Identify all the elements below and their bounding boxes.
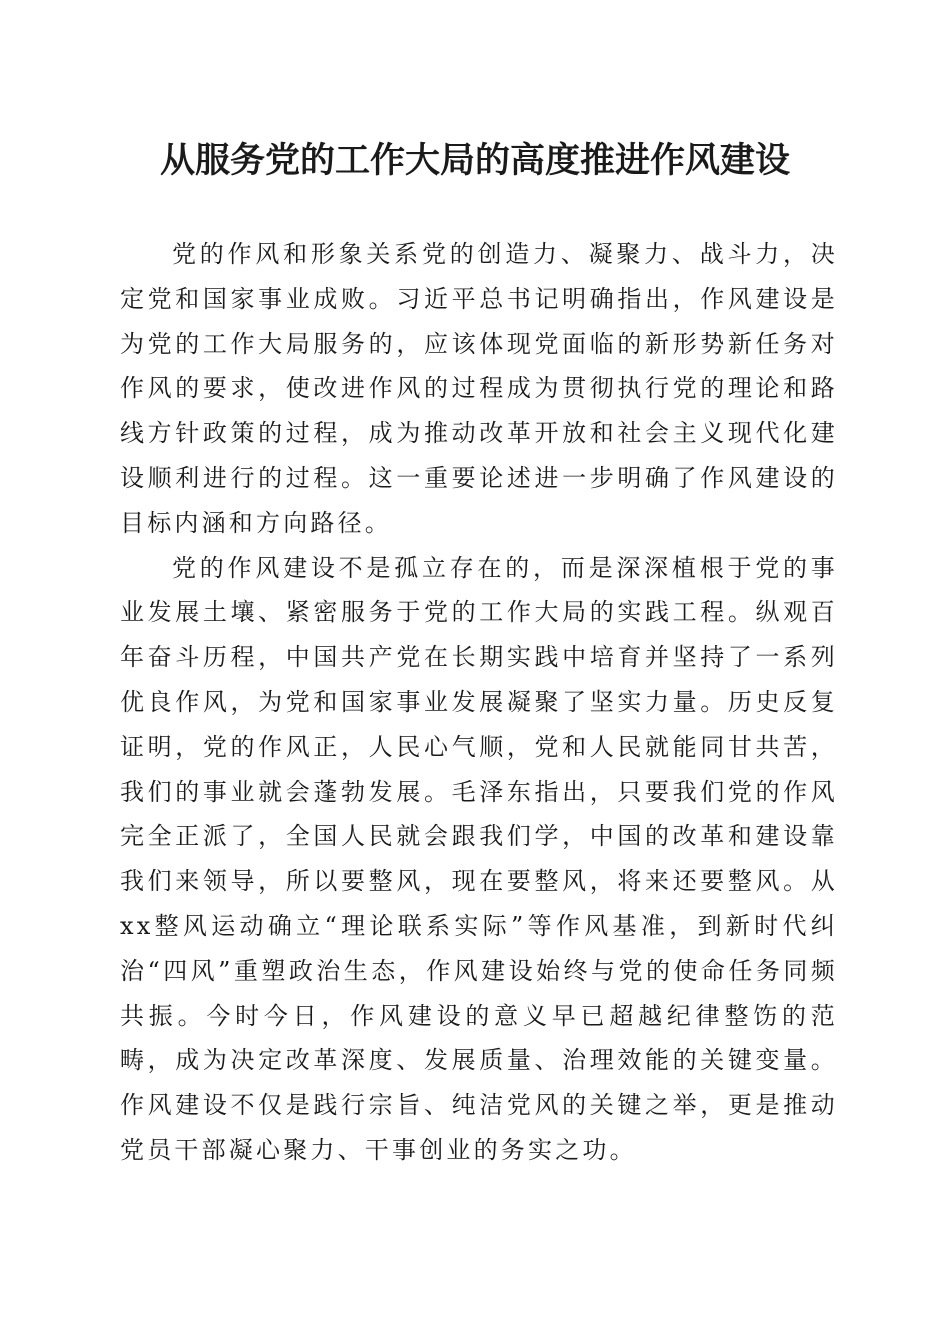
paragraph-1: 党的作风和形象关系党的创造力、凝聚力、战斗力，决定党和国家事业成败。习近平总书记明确指出，作风建设是为党的工作大局服务的，应该体现党面临的新形势新任务对作风的要求，使改进作风的过程成为贯彻执行党的理论和路线方针政策的过程，成为推动改革开放和社会主义现代化建设顺利进行的过程。这一重要论述进一步明确了作风建设的目标内涵和方向路径。 [120,240,838,537]
paragraph-2: 党的作风建设不是孤立存在的，而是深深植根于党的事业发展土壤、紧密服务于党的工作大局的实践工程。纵观百年奋斗历程，中国共产党在长期实践中培育并坚持了一系列优良作风，为党和国家事业发展凝聚了坚实力量。历史反复证明，党的作风正，人民心气顺，党和人民就能同甘共苦，我们的事业就会蓬勃发展。毛泽东指出，只要我们党的作风完全正派了，全国人民就会跟我们学，中国的改革和建设靠我们来领导，所以要整风，现在要整风，将来还要整风。从xx整风运动确立“理论联系实际”等作风基准，到新时代纠治“四风”重塑政治生态，作风建设始终与党的使命任务同频共振。今时今日，作风建设的意义早已超越纪律整饬的范畴，成为决定改革深度、发展质量、治理效能的关键变量。作风建设不仅是践行宗旨、纯洁党风的关键之举，更是推动党员干部凝心聚力、干事创业的务实之功。 [120,553,838,1164]
document-body [120,232,838,1173]
document-title: 从服务党的工作大局的高度推进作风建设 [159,140,790,181]
